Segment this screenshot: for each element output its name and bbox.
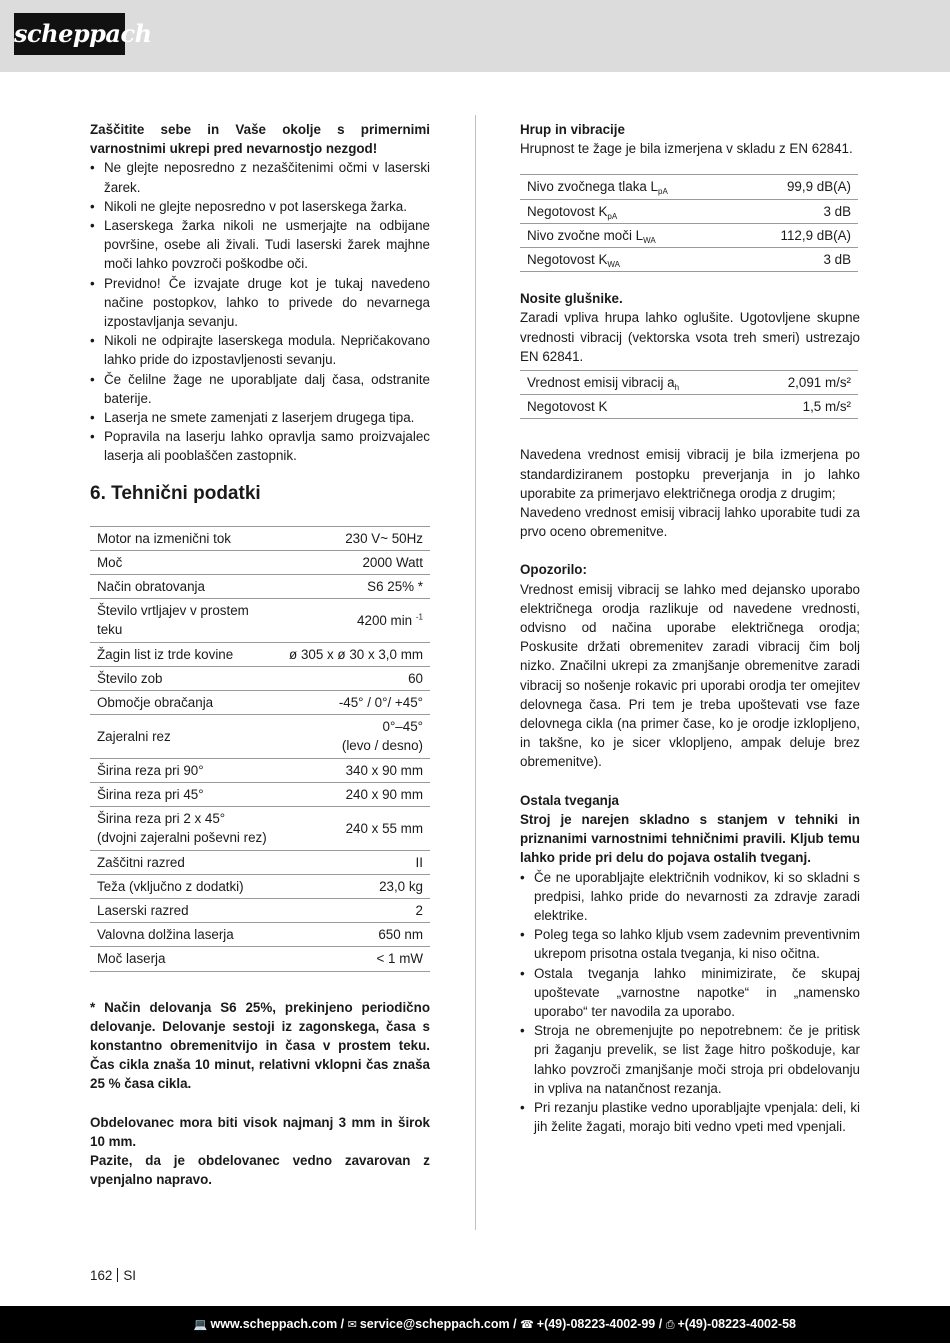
list-item: • Pri rezanju plastike vedno uporabljajte vpenjala: deli, ki jih želite žagati, morajo biti vedno vpeti med vpenjali. <box>520 1098 860 1136</box>
vibration-table <box>520 370 858 419</box>
table-row <box>90 898 430 922</box>
table-row <box>90 526 430 550</box>
caution-title: Opozorilo: <box>520 562 587 578</box>
table-value: 650 nm <box>274 923 430 947</box>
table-value: 240 x 55 mm <box>274 807 430 850</box>
list-item: • Popravila na laserju lahko opravlja samo proizvajalec laserja ali pooblaščen zastopnik. <box>90 427 430 465</box>
list-item: • Ne glejte neposredno z nezaščitenimi očmi v laserski žarek. <box>90 158 430 196</box>
table-row <box>520 223 858 247</box>
noise-intro: Hrupnost te žage je bila izmerjena v skladu z EN 62841. <box>520 141 853 157</box>
list-item: • Poleg tega so lahko kljub vsem zadevnim preventivnim ukrepom prisotna ostala tveganja, ki niso očitna. <box>520 925 860 963</box>
footer-fax: +(49)-08223-4002-58 <box>677 1317 796 1331</box>
list-item: • Če ne uporabljajte električnih vodnikov, ki so skladni s predpisi, lahko pride do nevarnosti za zdravje zaradi elektrike. <box>520 868 860 926</box>
table-row <box>90 550 430 574</box>
table-row <box>90 874 430 898</box>
page-header <box>0 0 950 72</box>
table-value: -45° / 0°/ +45° <box>274 691 430 715</box>
table-label: Laserski razred <box>90 898 274 922</box>
list-item: • Laserskega žarka nikoli ne usmerjajte na odbijane površine, osebe ali živali. Tudi laserski žarek majhne moči lahko povzroči poškodbe oči. <box>90 216 430 274</box>
page-footer <box>0 1306 950 1343</box>
table-label: Vrednost emisij vibracij $a_h$ <box>520 371 751 395</box>
table-value: 60 <box>274 666 430 690</box>
table-label: Motor na izmenični tok <box>90 526 274 550</box>
list-item: • Laserja ne smete zamenjati z laserjem drugega tipa. <box>90 408 430 427</box>
table-label: Negotovost K <box>520 395 751 419</box>
s6-footnote: * Način delovanja S6 25%, prekinjeno periodično delovanje. Delovanje sestoji iz zagonskega, časa s konstantno obremenitvijo in časa v prostem teku. Čas cikla znaša 10 minut, relativni vklopni čas znaša 25 % časa cikla. <box>90 999 430 1092</box>
table-value: 0°–45° (levo / desno) <box>274 715 430 758</box>
noise-title: Hrup in vibracije <box>520 122 625 137</box>
ear-protection-title: Nosite glušnike. <box>520 291 623 307</box>
table-label: Negotovost $K_{WA}$ <box>520 248 739 272</box>
workpiece-note: Obdelovanec mora biti visok najmanj 3 mm in širok 10 mm. <box>90 1114 430 1149</box>
mail-icon: ✉ <box>347 1319 357 1331</box>
table-label: Število vrtljajev v prostem teku <box>90 599 274 642</box>
vibration-text-1: Navedena vrednost emisij vibracij je bila izmerjena po standardiziranem postopku preverjanja in jo lahko uporabite za primerjavo električnega orodja z drugim; <box>520 447 860 501</box>
table-label: Število zob <box>90 666 274 690</box>
list-item: • Ostala tveganja lahko minimizirate, če skupaj upoštevate „varnostne napotke“ in „namensko uporabo“ ter navodila za uporabo. <box>520 964 860 1022</box>
tech-data-table <box>90 526 430 972</box>
table-label: Negotovost $K_{pA}$ <box>520 199 739 223</box>
table-label: Zaščitni razred <box>90 850 274 874</box>
table-value: S6 25% * <box>274 575 430 599</box>
table-value: ø 305 x ø 30 x 3,0 mm <box>274 642 430 666</box>
footer-mail: service@scheppach.com / <box>359 1317 517 1331</box>
table-value: II <box>274 850 430 874</box>
residual-risks-title: Ostala tveganja <box>520 792 619 808</box>
residual-risks-intro: Stroj je narejen skladno s stanjem v tehniki in priznanimi varnostnimi tehničnimi pravili. Kljub temu lahko pride pri delu do pojava ostalih tveganj. <box>520 811 860 866</box>
table-value: 112,9 dB(A) <box>739 223 858 247</box>
table-row <box>90 782 430 806</box>
laser-warning-list <box>90 158 430 465</box>
page-number: 162 SI <box>90 1268 136 1283</box>
table-row <box>520 371 858 395</box>
monitor-icon: 💻 <box>193 1319 208 1331</box>
table-row <box>90 691 430 715</box>
table-row <box>520 395 858 419</box>
table-value: 230 V~ 50Hz <box>274 526 430 550</box>
table-label: Moč laserja <box>90 947 274 971</box>
residual-risks-list <box>520 868 860 1137</box>
table-value: 3 dB <box>739 248 858 272</box>
table-row <box>90 758 430 782</box>
vibration-text-2: Navedeno vrednost emisij vibracij lahko uporabite tudi za prvo oceno obremenitve. <box>520 505 860 540</box>
table-row <box>90 575 430 599</box>
noise-table <box>520 174 858 272</box>
table-label: Teža (vključno z dodatki) <box>90 874 274 898</box>
table-label: Valovna dolžina laserja <box>90 923 274 947</box>
table-row <box>90 923 430 947</box>
laser-warning-title: Zaščitite sebe in Vaše okolje s primernimi varnostnimi ukrepi pred nevarnostjo nezgod! <box>90 122 430 157</box>
right-column <box>520 120 860 1136</box>
table-row <box>90 642 430 666</box>
fax-icon: ⎙ <box>665 1319 675 1331</box>
table-row <box>90 850 430 874</box>
table-value: 99,9 dB(A) <box>739 175 858 199</box>
footer-web: www.scheppach.com / <box>210 1317 345 1331</box>
section-title: 6. Tehnični podatki <box>90 482 261 504</box>
table-label: Območje obračanja <box>90 691 274 715</box>
table-value: 23,0 kg <box>274 874 430 898</box>
table-row <box>90 715 430 758</box>
table-row <box>90 947 430 971</box>
table-label: Širina reza pri 90° <box>90 758 274 782</box>
table-label: Zajeralni rez <box>90 715 274 758</box>
table-value: 1,5 m/s² <box>751 395 858 419</box>
ear-protection-text: Zaradi vpliva hrupa lahko oglušite. Ugotovljene skupne vrednosti vibracij (vektorska vsota treh smeri) ustrezajo EN 62841. <box>520 310 860 364</box>
list-item: • Nikoli ne glejte neposredno v pot laserskega žarka. <box>90 197 430 216</box>
left-column <box>90 120 430 1189</box>
table-label: Moč <box>90 550 274 574</box>
scheppach-logo: scheppach <box>14 13 125 55</box>
table-value: 2 <box>274 898 430 922</box>
table-value: 2000 Watt <box>274 550 430 574</box>
table-value: 2,091 m/s² <box>751 371 858 395</box>
table-label: Širina reza pri 2 x 45° (dvojni zajeralni poševni rez) <box>90 807 274 850</box>
table-value: 3 dB <box>739 199 858 223</box>
table-row <box>90 666 430 690</box>
table-value: 4200 min $^{-1}$ <box>274 599 430 642</box>
list-item: • Previdno! Če izvajate druge kot je tukaj navedeno načine postopkov, lahko to privede do nevarnega izpostavljanja sevanju. <box>90 274 430 332</box>
table-label: Širina reza pri 45° <box>90 782 274 806</box>
clamp-note: Pazite, da je obdelovanec vedno zavarovan z vpenjalno napravo. <box>90 1152 430 1188</box>
table-row <box>90 807 430 850</box>
table-label: Nivo zvočne moči $L_{WA}$ <box>520 223 739 247</box>
table-row <box>520 175 858 199</box>
table-row <box>520 199 858 223</box>
table-row <box>90 599 430 642</box>
table-label: Žagin list iz trde kovine <box>90 642 274 666</box>
table-row <box>520 248 858 272</box>
footer-phone: +(49)-08223-4002-99 / <box>536 1317 663 1331</box>
table-value: 340 x 90 mm <box>274 758 430 782</box>
list-item: • Stroja ne obremenjujte po nepotrebnem: če je pritisk pri žaganju prevelik, se list žage hitro poškoduje, kar lahko povzroči zmanjšanje moči stroja pri obdelovanju in vpliva na natančnost rezanja. <box>520 1021 860 1098</box>
table-label: Način obratovanja <box>90 575 274 599</box>
list-item: • Če čelilne žage ne uporabljate dalj časa, odstranite baterije. <box>90 370 430 408</box>
column-divider <box>475 115 476 1230</box>
phone-icon: ☎ <box>520 1319 534 1331</box>
table-value: 240 x 90 mm <box>274 782 430 806</box>
table-label: Nivo zvočnega tlaka $L_{pA}$ <box>520 175 739 199</box>
list-item: • Nikoli ne odpirajte laserskega modula. Nepričakovano lahko pride do izpostavljenosti sevanju. <box>90 331 430 369</box>
caution-text: Vrednost emisij vibracij se lahko med dejansko uporabo električnega orodja razlikuje od navedene vrednosti, odvisno od načina uporabe električnega orodja; Poskusite držati obremenitev zaradi vibracij čim bolj nizko. Značilni ukrepi za zmanjšanje obremenitve zaradi vibracij so nošenje rokavic pri uporabi orodja ter omejitev delovnega časa. Pri tem je treba upoštevati vse faze delovnega cikla (na primer čase, ko je orodje izklopljeno, in takšne, ko je sicer vklopljeno, ampak deluje brez obremenitve). <box>520 581 860 770</box>
table-value: < 1 mW <box>274 947 430 971</box>
